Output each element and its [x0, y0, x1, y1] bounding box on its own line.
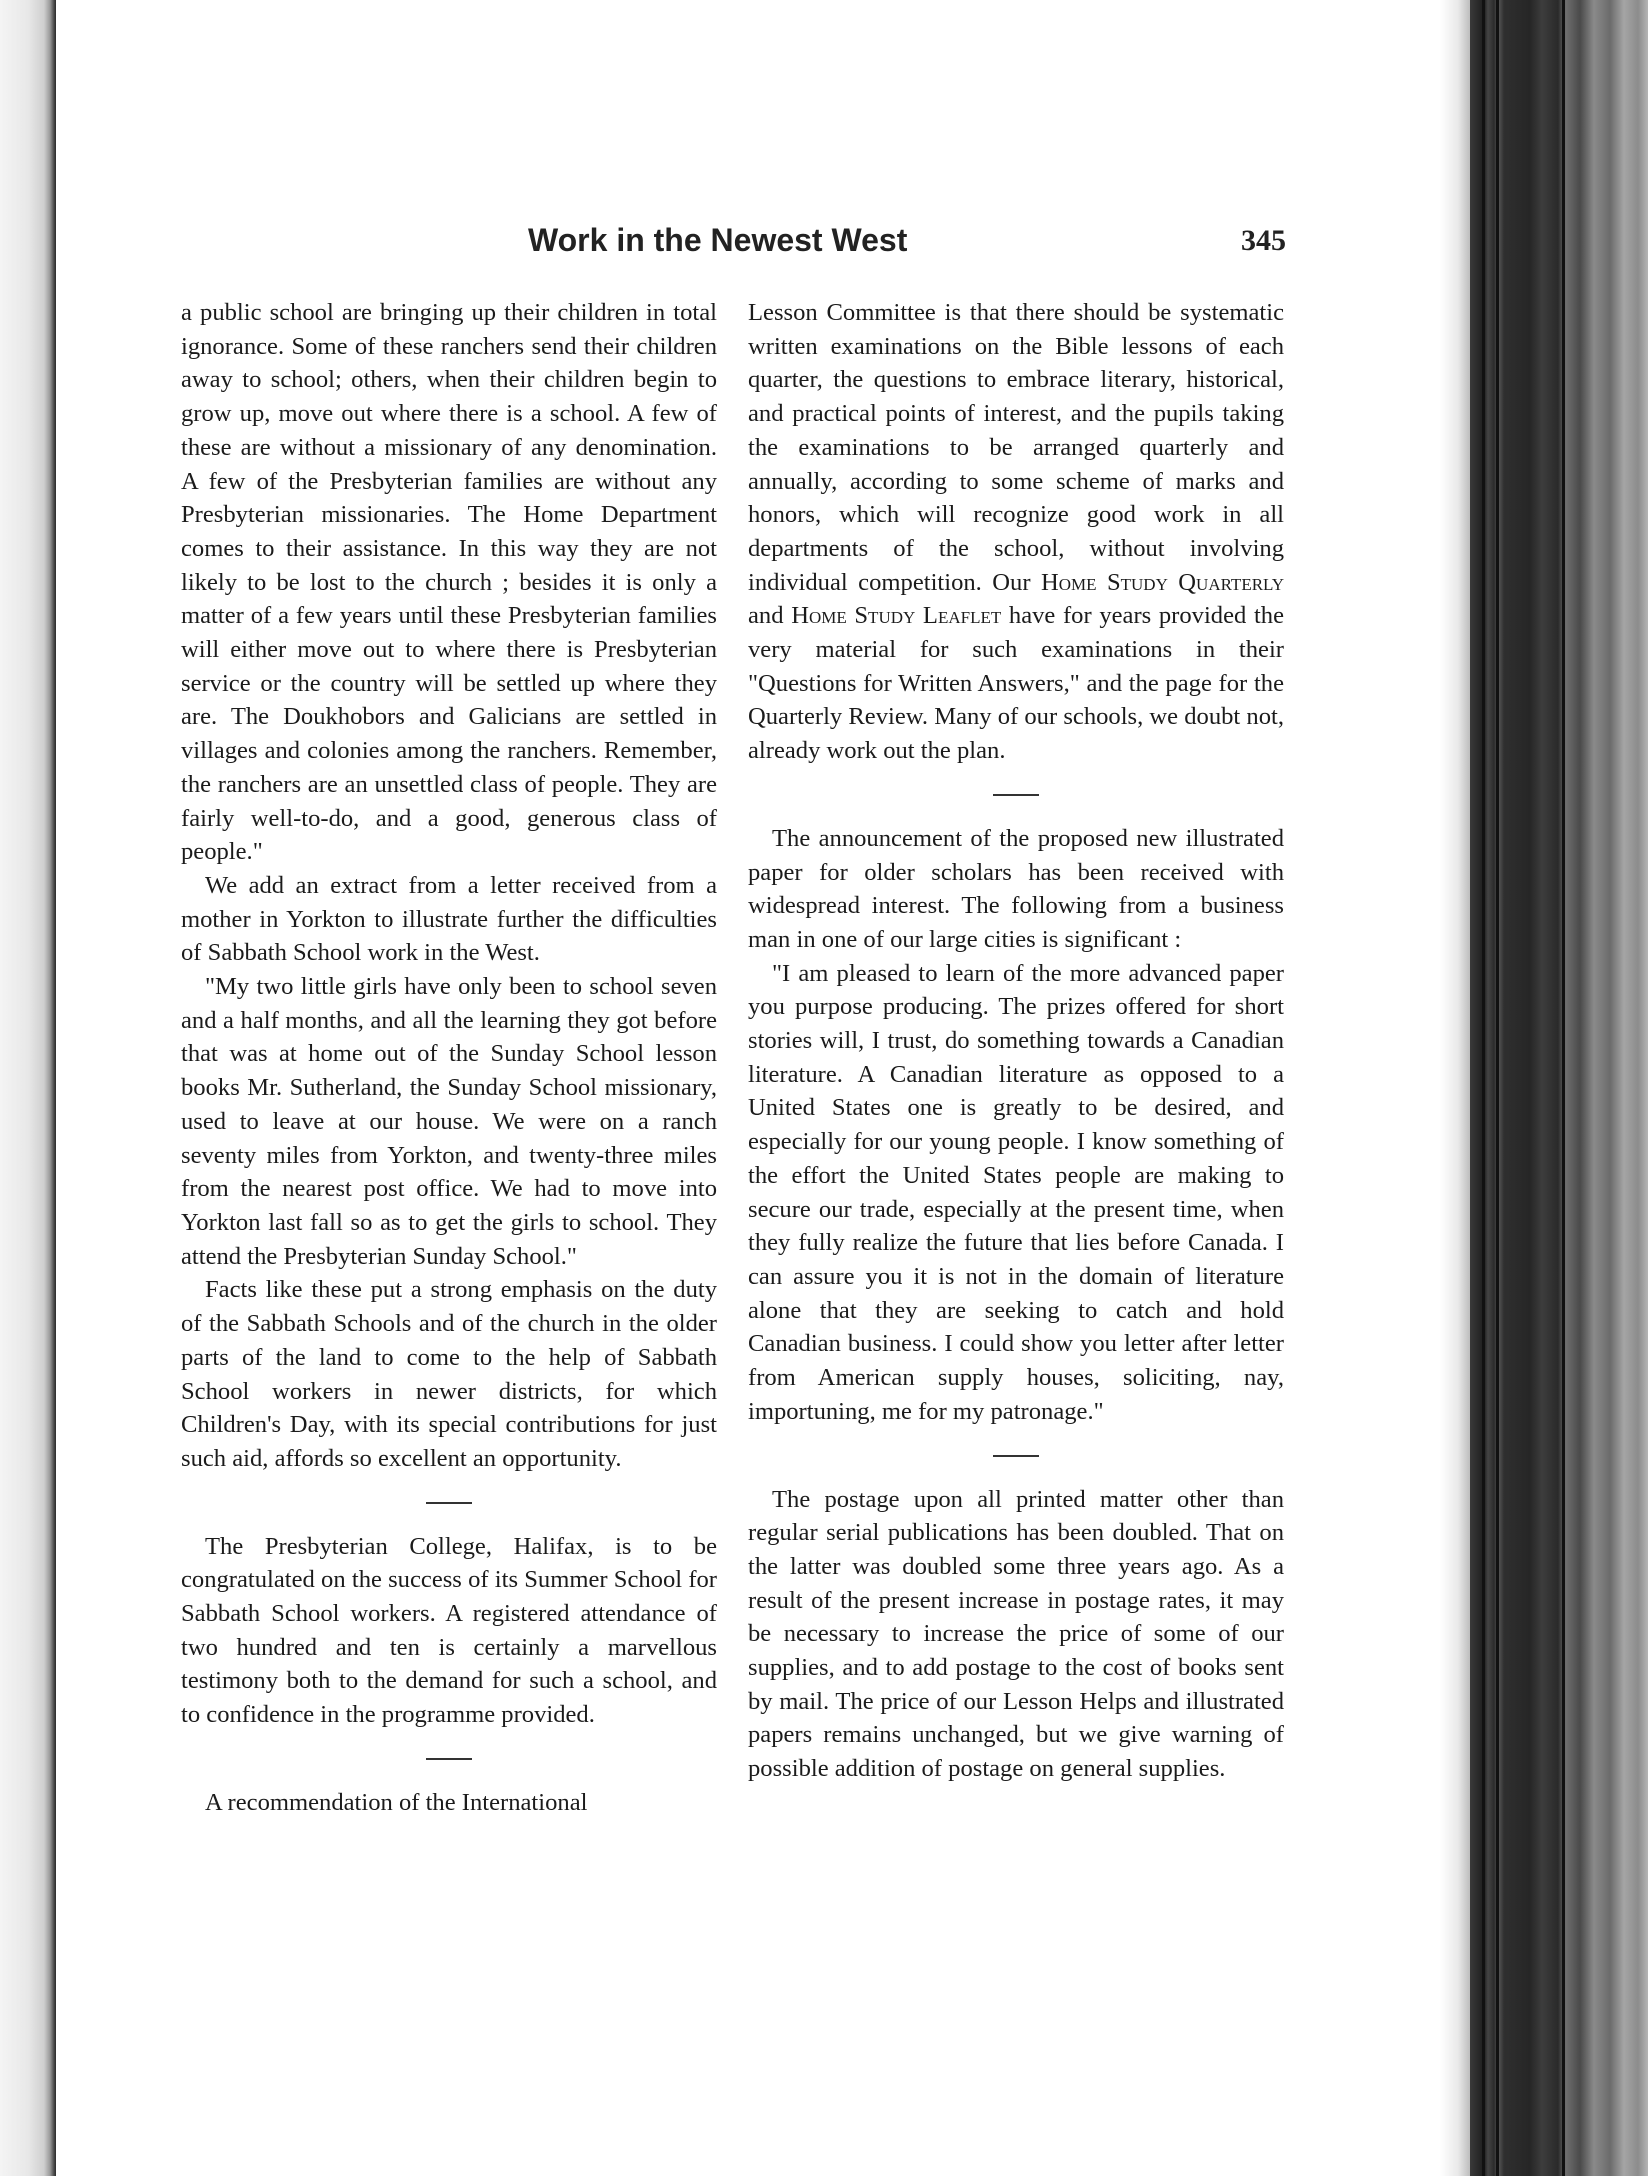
- right-column: [748, 296, 1284, 1786]
- publication-title: Home Study Quarterly: [1040, 568, 1284, 596]
- text-run: Lesson Committee is that there should be systematic written examinations on the Bible lessons of each quarter, the questions to embrace literary, historical, and practical points of interest, and the pupils taking the examinations to be arranged quarterly and annually, according to some scheme of marks and honors, which will recognize good work in all departments of the school, without involving individual competition. Our: [748, 299, 1284, 596]
- section-divider: [748, 1429, 1284, 1483]
- publication-title: Home Study Leaflet: [791, 602, 1002, 630]
- paragraph-business-quote: "I am pleased to learn of the more advanced paper you purpose producing. The prizes offered for short stories will, I trust, do something towards a Canadian literature. A Canadian literature as opposed to a United States one is greatly to be desired, and especially for our young people. I know something of the effort the United States people are making to secure our trade, especially at the present time, when they fully realize the future that lies before Canada. I can assure you it is not in the domain of literature alone that they are seeking to catch and hold Canadian business. I could show you letter after letter from American supply houses, soliciting, nay, importuning, me for my patronage.": [748, 959, 1284, 1425]
- page-number: 345: [1241, 224, 1286, 257]
- section-divider: [748, 768, 1284, 822]
- text-run: have for years provided the very material for such examinations in their "Questions for Written Answers," and the page for the Quarterly Review. Many of our schools, we doubt not, already work out the plan.: [748, 602, 1284, 765]
- paragraph-childrens-day: Facts like these put a strong emphasis on the duty of the Sabbath Schools and of the church in the older parts of the land to come to the help of Sabbath School workers in newer districts, for which Children's Day, with its special contributions for just such aid, affords so excellent an opportunity.: [181, 1276, 717, 1472]
- paragraph-illustrated-paper: The announcement of the proposed new illustrated paper for older scholars has been received with widespread interest. The following from a business man in one of our large cities is significant :: [748, 824, 1284, 953]
- paragraph-yorkton-intro: We add an extract from a letter received from a mother in Yorkton to illustrate further the difficulties of Sabbath School work in the West.: [181, 871, 717, 967]
- paragraph-halifax-college: The Presbyterian College, Halifax, is to be congratulated on the success of its Summer School for Sabbath School workers. A registered attendance of two hundred and ten is certainly a marvellous testimony both to the demand for such a school, and to confidence in the programme provided.: [181, 1532, 717, 1729]
- page-block-line: [1496, 0, 1499, 2176]
- paragraph-examinations: [748, 296, 1284, 768]
- page-edge-shadow: [1440, 0, 1470, 2176]
- page-block-line: [1562, 0, 1565, 2176]
- section-divider: [181, 1732, 717, 1786]
- book-page-block: [1470, 0, 1648, 2176]
- paragraph-recommendation-start: A recommendation of the International: [205, 1788, 588, 1816]
- paragraph-letter-quote: "My two little girls have only been to school seven and a half months, and all the learning they got before that was at home out of the Sunday School lesson books Mr. Sutherland, the Sunday School missionary, used to leave at our house. We were on a ranch seventy miles from Yorkton, and twenty-three miles from the nearest post office. We had to move into Yorkton last fall so as to get the girls to school. They attend the Presbyterian Sunday School.": [181, 973, 717, 1270]
- book-gutter-edge: [0, 0, 56, 2176]
- section-divider: [181, 1476, 717, 1530]
- paragraph-postage: The postage upon all printed matter other than regular serial publications has been doubled. That on the latter was doubled some three years ago. As a result of the present increase in postage rates, it may be necessary to increase the price of some of our supplies, and to add postage to the cost of books sent by mail. The price of our Lesson Helps and illustrated papers remains unchanged, but we give warning of possible addition of postage on general supplies.: [748, 1485, 1284, 1783]
- left-column: [181, 296, 717, 1820]
- paragraph-ranchers: a public school are bringing up their children in total ignorance. Some of these ranchers send their children away to school; others, when their children begin to grow up, move out where there is a school. A few of these are without a missionary of any denomination. A few of the Presbyterian families are without any Presbyterian missionaries. The Home Department comes to their assistance. In this way they are not likely to be lost to the church ; besides it is only a matter of a few years until these Presbyterian families will either move out to where there is Presbyterian service or the country will be settled up where they are. The Doukhobors and Galicians are settled in villages and colonies among the ranchers. Remember, the ranchers are an unsettled class of people. They are fairly well-to-do, and a good, generous class of people.": [181, 299, 717, 866]
- page-block-line: [1482, 0, 1485, 2176]
- running-title: Work in the Newest West: [528, 222, 908, 258]
- text-run: and: [748, 602, 784, 630]
